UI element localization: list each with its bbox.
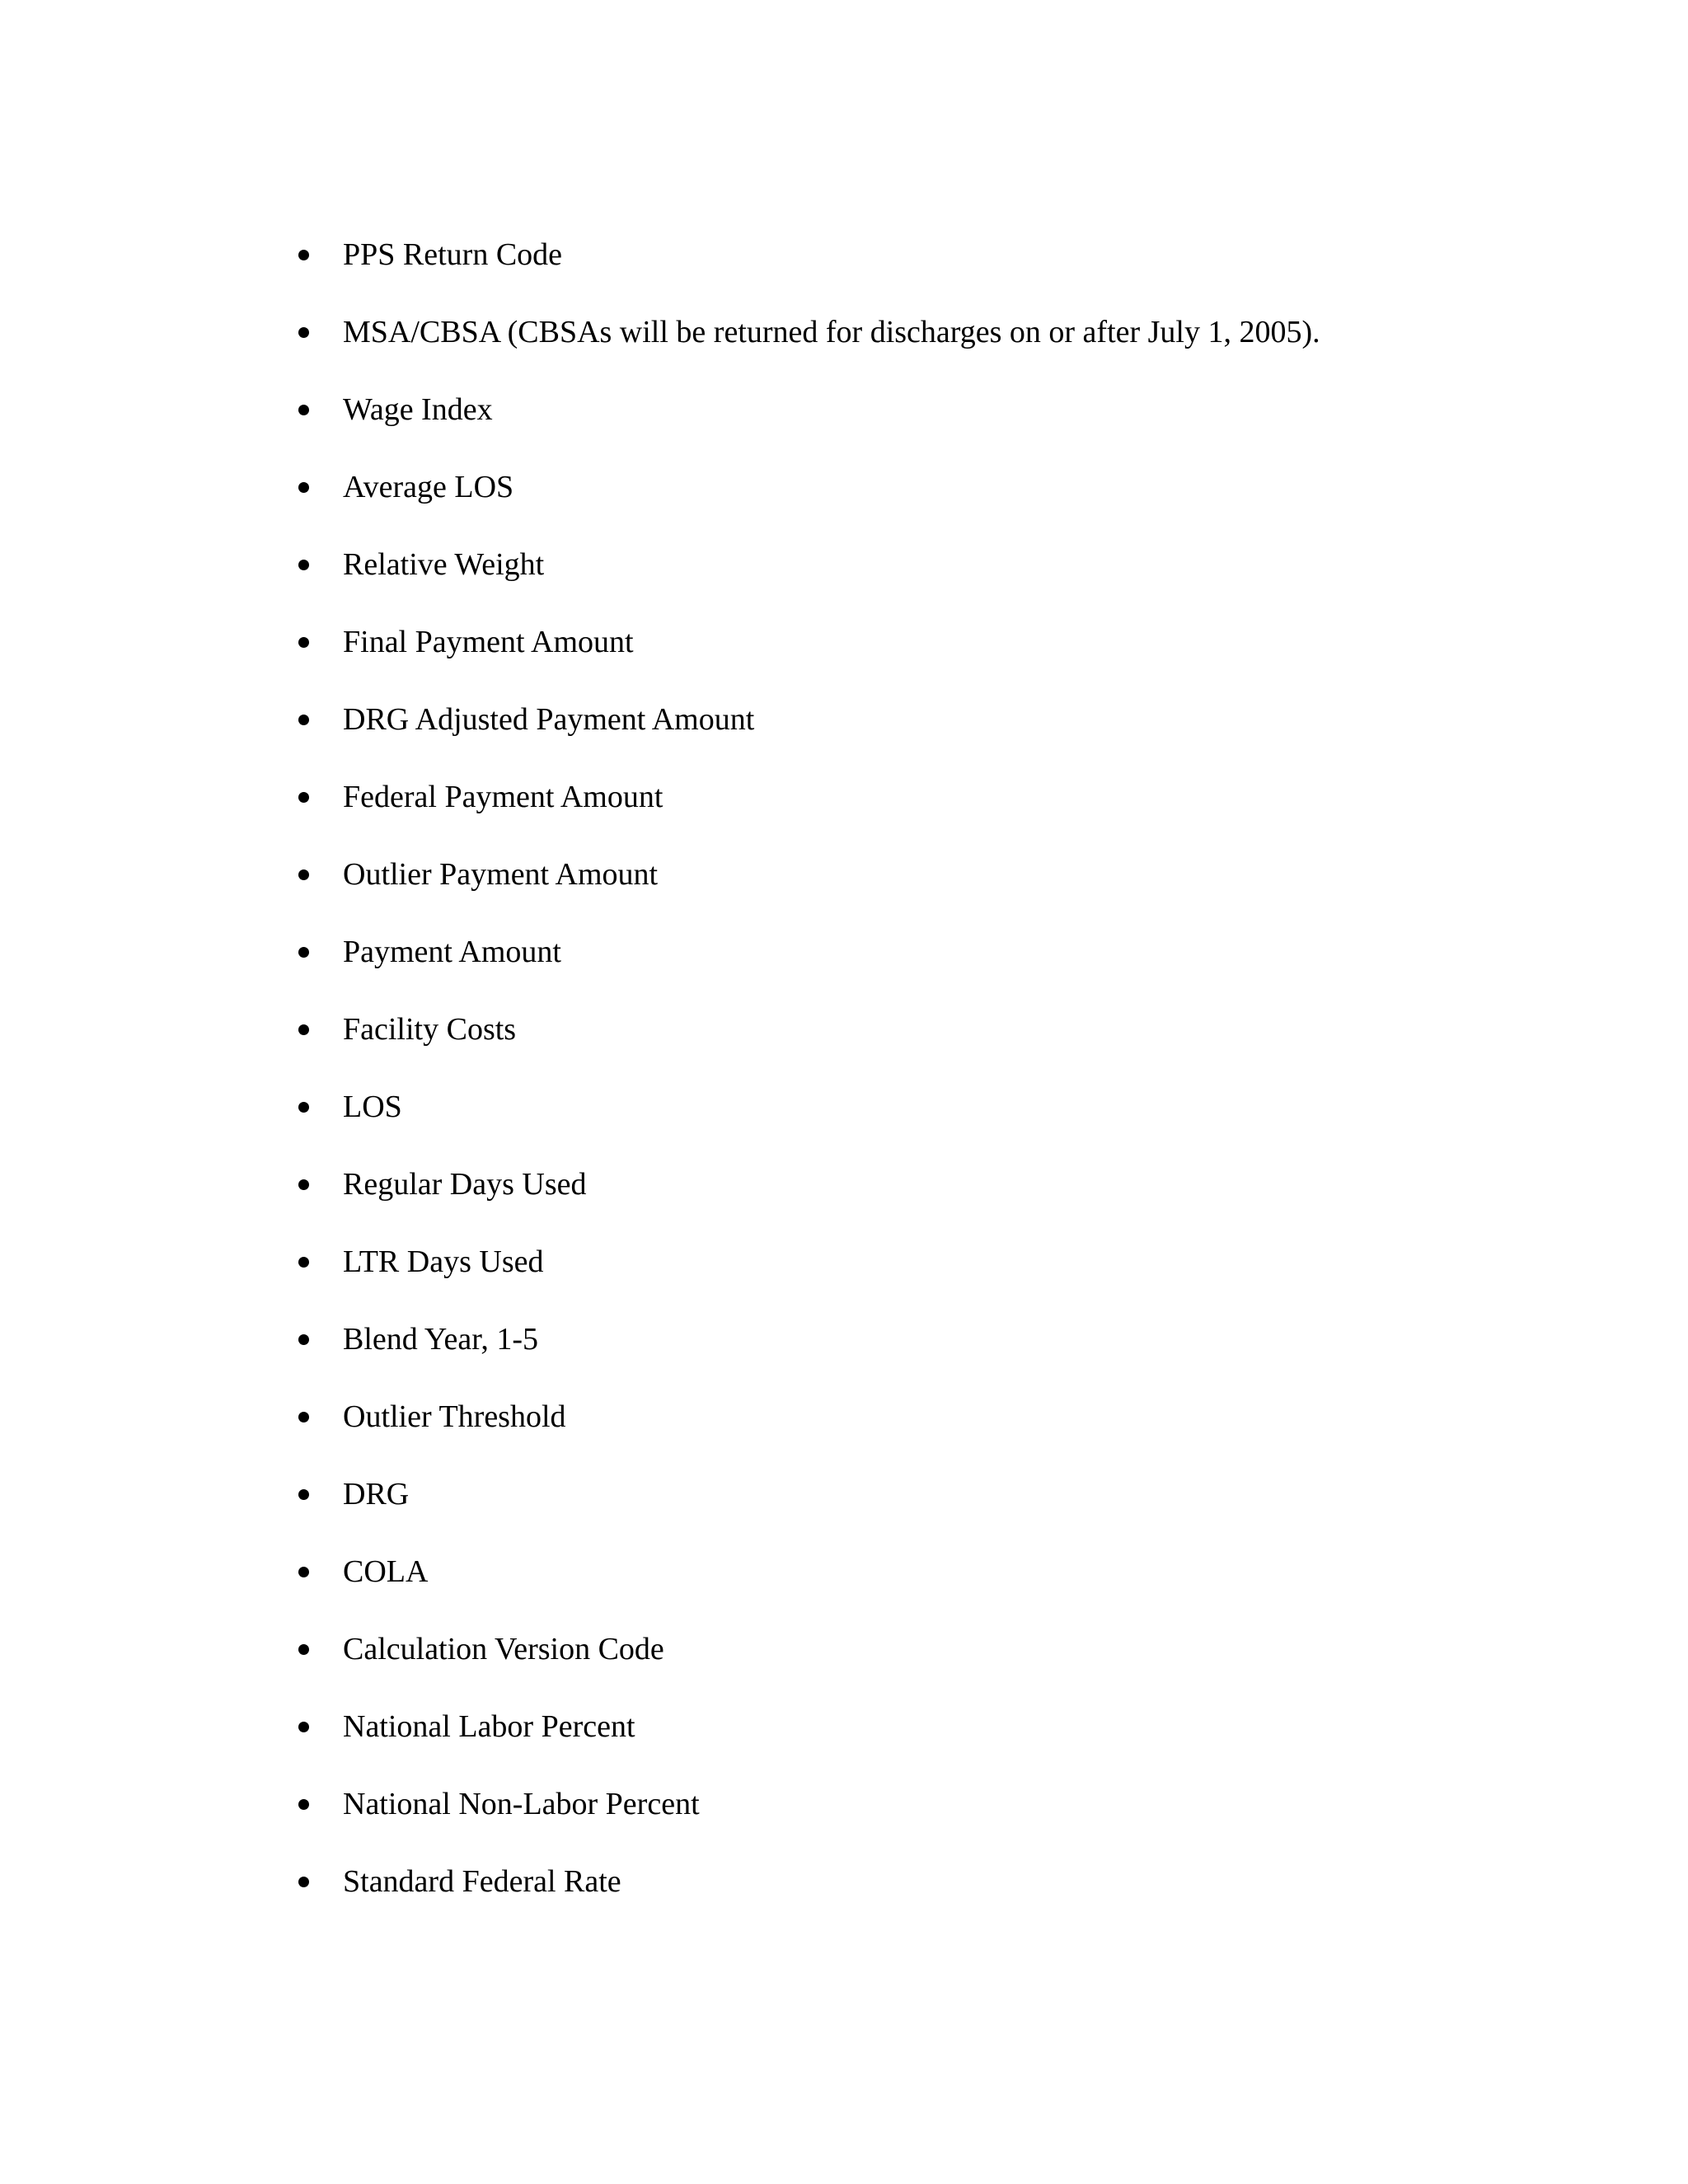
list-item-text: PPS Return Code [343,237,563,272]
bullet-icon [298,637,309,648]
list-item-text: Final Payment Amount [343,625,634,659]
list-item-text: Facility Costs [343,1012,517,1047]
list-item [290,1469,1320,1546]
list-item [290,1546,1320,1624]
list-item [290,771,1320,849]
list-item-text: Outlier Threshold [343,1399,566,1434]
list-item-text: Regular Days Used [343,1167,587,1202]
list-item-text: Blend Year, 1-5 [343,1322,539,1357]
bullet-icon [298,1102,309,1113]
list-item-text: National Labor Percent [343,1709,635,1744]
list-item-text: LOS [343,1090,402,1124]
list-item-text: Wage Index [343,392,493,427]
list-item-text: Payment Amount [343,935,561,969]
bullet-icon [298,1567,309,1577]
list-item [290,384,1320,462]
list-item [290,1779,1320,1856]
list-item-text: COLA [343,1554,429,1589]
list-item [290,1236,1320,1314]
list-item [290,1081,1320,1159]
list-item [290,849,1320,926]
bullet-icon [298,1412,309,1422]
list-item [290,229,1320,307]
list-item [290,462,1320,539]
bullet-icon [298,327,309,338]
list-item-text: Relative Weight [343,547,545,582]
bullet-icon [298,947,309,958]
bullet-icon [298,1024,309,1035]
list-item [290,1701,1320,1779]
bullet-icon [298,405,309,415]
bullet-icon [298,1179,309,1190]
list-item [290,1314,1320,1391]
list-item [290,694,1320,771]
list-item-text: MSA/CBSA (CBSAs will be returned for discharges on or after July 1, 2005). [343,315,1320,349]
list-item [290,539,1320,616]
bullet-icon [298,1644,309,1655]
bullet-icon [298,1257,309,1268]
list-item [290,616,1320,694]
bullet-icon [298,250,309,260]
list-item-text: LTR Days Used [343,1244,544,1279]
bullet-icon [298,1334,309,1345]
bullet-icon [298,1799,309,1810]
bullet-list [290,229,1320,1933]
list-item [290,926,1320,1004]
bullet-icon [298,869,309,880]
list-item [290,1159,1320,1236]
list-item [290,307,1320,384]
list-item [290,1391,1320,1469]
list-item-text: Standard Federal Rate [343,1864,621,1899]
bullet-icon [298,1877,309,1887]
list-item [290,1856,1320,1933]
list-item-text: Calculation Version Code [343,1632,664,1666]
list-item-text: Outlier Payment Amount [343,857,659,892]
list-item-text: Federal Payment Amount [343,780,663,814]
list-item [290,1004,1320,1081]
bullet-icon [298,715,309,725]
bullet-icon [298,792,309,803]
bullet-icon [298,1489,309,1500]
bullet-icon [298,1722,309,1732]
bullet-icon [298,560,309,570]
bullet-icon [298,482,309,493]
list-item-text: National Non-Labor Percent [343,1787,700,1821]
list-item [290,1624,1320,1701]
list-item-text: DRG Adjusted Payment Amount [343,702,755,737]
list-item-text: Average LOS [343,470,514,504]
list-item-text: DRG [343,1477,410,1511]
